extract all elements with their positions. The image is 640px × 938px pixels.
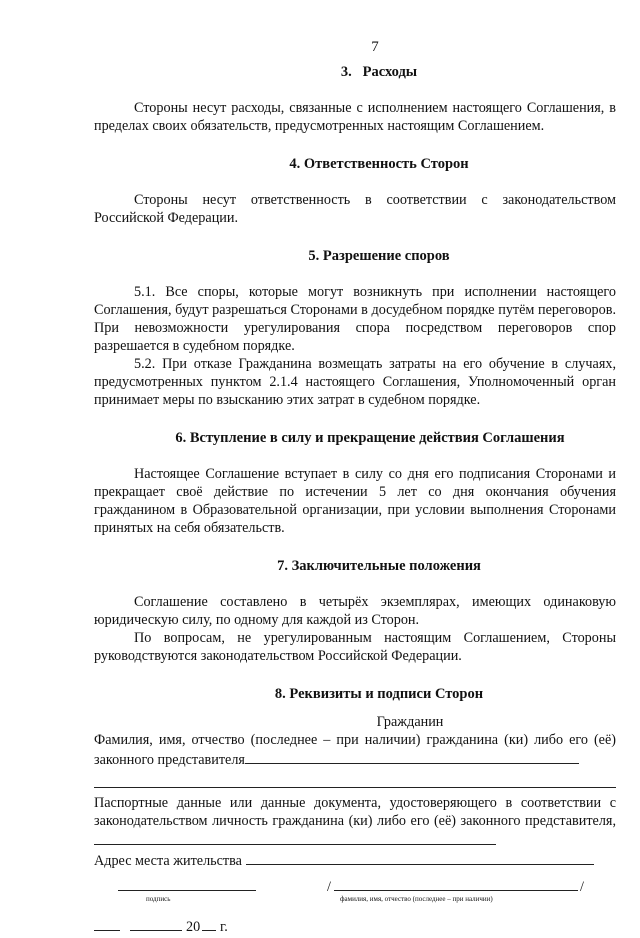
section-5-1-paragraph: 5.1. Все споры, которые могут возникнуть при исполнении настоящего Соглашения, будут разрешаться Сторонами в досудебном порядке путём переговоров. При невозможности урегулирования спора посредством переговоров спор разрешается в судебном порядке. bbox=[94, 284, 616, 354]
section-5-2-paragraph: 5.2. При отказе Гражданина возмещать затраты на его обучение в случаях, предусмотренных пунктом 2.1.4 настоящего Соглашения, Уполномоченный орган принимает меры по взысканию этих затрат в судебном порядке. bbox=[94, 356, 616, 408]
section-3-title: 3. Расходы bbox=[340, 64, 418, 80]
signature-line[interactable] bbox=[118, 890, 256, 891]
passport-field bbox=[94, 794, 616, 850]
section-5-title: 5. Разрешение споров bbox=[308, 248, 450, 264]
date-year-prefix: 20 bbox=[186, 919, 201, 935]
section-4-title: 4. Ответственность Сторон bbox=[289, 156, 469, 172]
address-field bbox=[94, 850, 616, 870]
section-3-paragraph: Стороны несут расходы, связанные с исполнением настоящего Соглашения, в пределах своих обязательств, предусмотренных настоящим Соглашением. bbox=[94, 100, 616, 134]
date-year-suffix: г. bbox=[220, 919, 228, 935]
signature-caption: подпись bbox=[146, 895, 171, 903]
slash-left: / bbox=[327, 879, 331, 895]
date-day-line[interactable] bbox=[94, 930, 120, 931]
date-year-line[interactable] bbox=[202, 930, 216, 931]
fio-label: Фамилия, имя, отчество (последнее – при наличии) гражданина (ки) либо его (её) законного представителя bbox=[94, 732, 616, 768]
section-7-paragraph-1: Соглашение составлено в четырёх экземплярах, имеющих одинаковую юридическую силу, по одному для каждой из Сторон. bbox=[94, 594, 616, 628]
section-6-paragraph: Настоящее Соглашение вступает в силу со дня его подписания Сторонами и прекращает своё действие по истечении 5 лет со дня окончания обучения гражданином в Образовательной организации, при условии выполнения Сторонами принятых на себя обязательств. bbox=[94, 466, 616, 536]
document-body bbox=[94, 56, 616, 938]
signature-row bbox=[94, 878, 616, 918]
section-6-title: 6. Вступление в силу и прекращение действия Соглашения bbox=[175, 430, 565, 446]
party-label: Гражданин bbox=[376, 714, 444, 730]
section-8-title: 8. Реквизиты и подписи Сторон bbox=[274, 686, 484, 702]
fio-field bbox=[94, 731, 616, 769]
passport-line[interactable] bbox=[94, 830, 496, 845]
name-caption: фамилия, имя, отчество (последнее – при наличии) bbox=[340, 895, 493, 903]
name-line[interactable] bbox=[334, 890, 578, 891]
section-4-paragraph: Стороны несут ответственность в соответствии с законодательством Российской Федерации. bbox=[94, 192, 616, 226]
section-7-title: 7. Заключительные положения bbox=[277, 558, 481, 574]
section-7-paragraph-2: По вопросам, не урегулированным настоящим Соглашением, Стороны руководствуются законодательством Российской Федерации. bbox=[94, 630, 616, 664]
fio-line[interactable] bbox=[245, 749, 579, 764]
passport-label: Паспортные данные или данные документа, удостоверяющего в соответствии с законодательством личность гражданина (ки) либо его (её) законного представителя, bbox=[94, 795, 616, 829]
date-month-line[interactable] bbox=[130, 930, 182, 931]
address-label: Адрес места жительства bbox=[94, 853, 242, 869]
slash-right: / bbox=[580, 879, 584, 895]
page-number: 7 bbox=[371, 39, 379, 55]
date-row bbox=[94, 918, 616, 938]
address-line[interactable] bbox=[246, 850, 594, 865]
fio-extra-line[interactable] bbox=[94, 773, 616, 788]
